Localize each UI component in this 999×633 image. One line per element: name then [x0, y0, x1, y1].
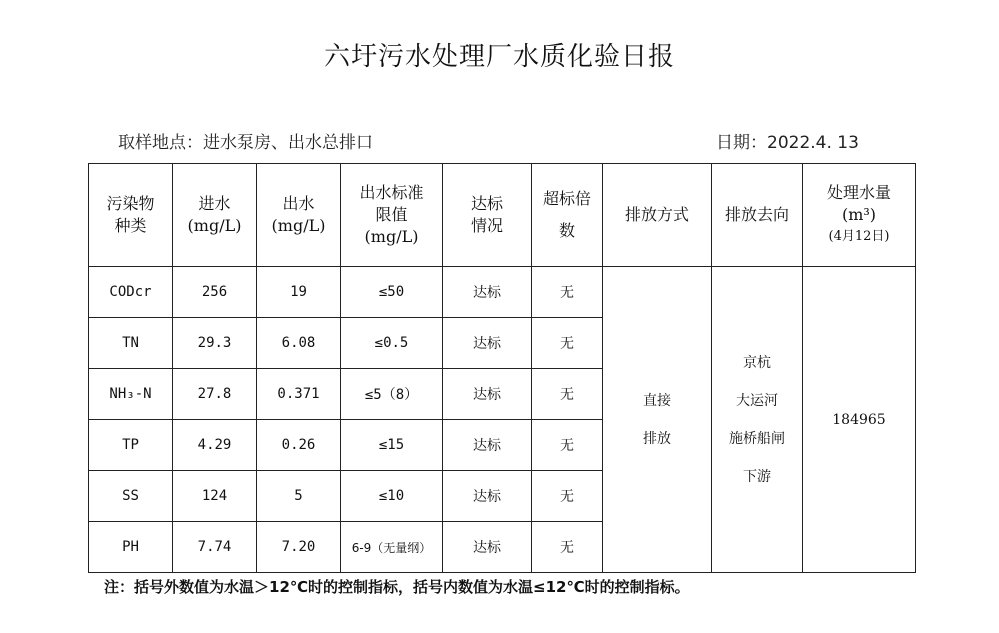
compliance-cell: 达标 [443, 318, 532, 369]
discharge-method-cell: 直接 排放 [603, 267, 712, 573]
header-compliance: 达标 情况 [443, 164, 532, 267]
treated-volume-cell: 184965 [803, 267, 916, 573]
outflow-cell: 0.26 [257, 420, 341, 471]
compliance-cell: 达标 [443, 522, 532, 573]
header-limit: 出水标准 限值 (mg/L) [341, 164, 443, 267]
inflow-cell: 256 [173, 267, 257, 318]
exceed-cell: 无 [532, 471, 603, 522]
pollutant-cell: SS [89, 471, 173, 522]
header-row [89, 164, 916, 267]
inflow-cell: 124 [173, 471, 257, 522]
header-exceed: 超标倍 数 [532, 164, 603, 267]
exceed-cell: 无 [532, 369, 603, 420]
inflow-cell: 7.74 [173, 522, 257, 573]
report-title: 六圩污水处理厂水质化验日报 [323, 42, 675, 72]
header-discharge-destination: 排放去向 [712, 164, 803, 267]
inflow-cell: 4.29 [173, 420, 257, 471]
limit-cell: ≤50 [341, 267, 443, 318]
sampling-location: 取样地点：进水泵房、出水总排口 [118, 133, 373, 153]
outflow-cell: 5 [257, 471, 341, 522]
outflow-cell: 19 [257, 267, 341, 318]
table-row [89, 267, 916, 318]
water-quality-table [88, 163, 916, 573]
limit-cell: ≤5（8） [341, 369, 443, 420]
header-inflow: 进水 (mg/L) [173, 164, 257, 267]
compliance-cell: 达标 [443, 471, 532, 522]
inflow-cell: 29.3 [173, 318, 257, 369]
header-discharge-method: 排放方式 [603, 164, 712, 267]
limit-cell: 6-9（无量纲） [341, 522, 443, 573]
discharge-destination-cell: 京杭 大运河 施桥船闸 下游 [712, 267, 803, 573]
outflow-cell: 0.371 [257, 369, 341, 420]
header-volume: 处理水量 (m³) (4月12日) [803, 164, 916, 267]
footnote: 注：括号外数值为水温＞12℃时的控制指标，括号内数值为水温≤12℃时的控制指标。 [104, 578, 690, 596]
pollutant-cell: NH₃-N [89, 369, 173, 420]
exceed-cell: 无 [532, 267, 603, 318]
report-date: 日期：2022.4. 13 [716, 133, 859, 153]
outflow-cell: 7.20 [257, 522, 341, 573]
limit-cell: ≤10 [341, 471, 443, 522]
header-outflow: 出水 (mg/L) [257, 164, 341, 267]
compliance-cell: 达标 [443, 267, 532, 318]
header-pollutant: 污染物 种类 [89, 164, 173, 267]
exceed-cell: 无 [532, 522, 603, 573]
limit-cell: ≤15 [341, 420, 443, 471]
inflow-cell: 27.8 [173, 369, 257, 420]
pollutant-cell: TN [89, 318, 173, 369]
compliance-cell: 达标 [443, 420, 532, 471]
outflow-cell: 6.08 [257, 318, 341, 369]
pollutant-cell: TP [89, 420, 173, 471]
pollutant-cell: PH [89, 522, 173, 573]
exceed-cell: 无 [532, 318, 603, 369]
compliance-cell: 达标 [443, 369, 532, 420]
exceed-cell: 无 [532, 420, 603, 471]
limit-cell: ≤0.5 [341, 318, 443, 369]
pollutant-cell: CODcr [89, 267, 173, 318]
